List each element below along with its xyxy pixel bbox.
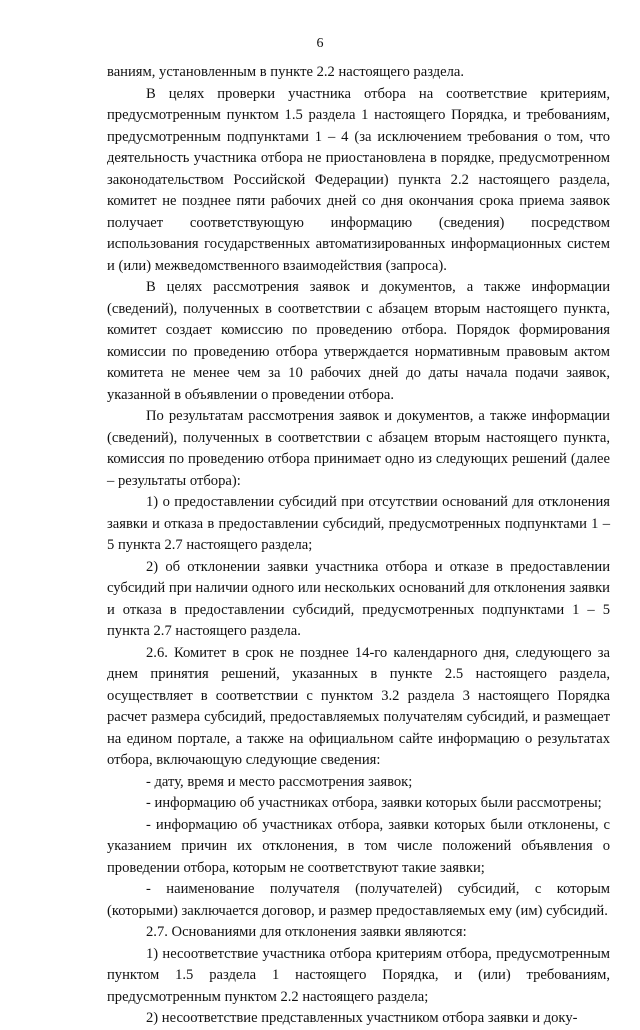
paragraph-7: 2.6. Комитет в срок не позднее 14-го календарного дня, следующего за днем принятия решений, указанных в пункте 2.5 настоящего раздела, осуществляет в соответствии с пунктом 3.2 раздела 3 настоящего Порядка расчет размера субсидий, предоставляемых получателям субсидий, и размещает на едином портале, а также на официальном сайте информацию о результатах отбора, включающую следующие сведения:: [107, 644, 610, 768]
paragraph-5: 1) о предоставлении субсидий при отсутствии оснований для отклонения заявки и отказа в предоставлении субсидий, предусмотренных подпунктами 1 – 5 пункта 2.7 настоящего раздела;: [107, 494, 610, 553]
paragraph-14: 2) несоответствие представленных участником отбора заявки и доку-: [146, 1010, 578, 1026]
paragraph-6: 2) об отклонении заявки участника отбора и отказе в предоставлении субсидий при наличии одного или нескольких оснований для отклонения заявки и отказа в предоставлении субсидий, предусмотренных подпунктами 1 – 5 пункта 2.7 настоящего раздела.: [107, 558, 610, 639]
paragraph-12: 2.7. Основаниями для отклонения заявки являются:: [146, 924, 467, 940]
paragraph-1: ваниям, установленным в пункте 2.2 настоящего раздела.: [107, 64, 465, 80]
paragraph-13: 1) несоответствие участника отбора критериям отбора, предусмотренным пунктом 1.5 раздела 1 настоящего Порядка, и (или) требованиям, предусмотренным пунктом 2.2 настоящего раздела;: [107, 945, 610, 1005]
paragraph-4: По результатам рассмотрения заявок и документов, а также информации (сведений), полученных в соответствии с абзацем вторым настоящего пункта, комиссия по проведению отбора принимает одно из следующих решений (далее – результаты отбора):: [107, 408, 610, 489]
paragraph-2: В целях проверки участника отбора на соответствие критериям, предусмотренным пунктом 1.5 раздела 1 настоящего Порядка, и требованиям, предусмотренным подпунктами 1 – 4 (за исключением требования о том, что деятельность участника отбора не приостановлена в порядке, предусмотренном законодательством Российской Федерации) пункта 2.2 настоящего раздела, комитет не позднее пяти рабочих дней со дня окончания срока приема заявок получает соответствующую информацию (сведения) посредством использования государственных автоматизированных информационных систем и (или) межведомственного взаимодействия (запроса).: [107, 85, 610, 274]
paragraph-9: - информацию об участниках отбора, заявки которых были рассмотрены;: [146, 795, 602, 811]
paragraph-11: - наименование получателя (получателей) субсидий, с которым (которыми) заключается договор, и размер предоставляемых ему (им) субсидий.: [107, 881, 610, 919]
document-body: [107, 62, 610, 1030]
page-number: 6: [316, 36, 324, 51]
paragraph-8: - дату, время и место рассмотрения заявок;: [146, 773, 413, 790]
paragraph-10: - информацию об участниках отбора, заявки которых были отклонены, с указанием причин их отклонения, в том числе положений объявления о проведении отбора, которым не соответствуют такие заявки;: [107, 816, 610, 876]
paragraph-3: В целях рассмотрения заявок и документов, а также информации (сведений), полученных в соответствии с абзацем вторым настоящего пункта, комитет создает комиссию по проведению отбора. Порядок формирования комиссии по проведению отбора утверждается нормативным правовым актом комитета не менее чем за 10 рабочих дней до даты начала подачи заявок, указанной в объявлении о проведении отбора.: [107, 279, 610, 403]
